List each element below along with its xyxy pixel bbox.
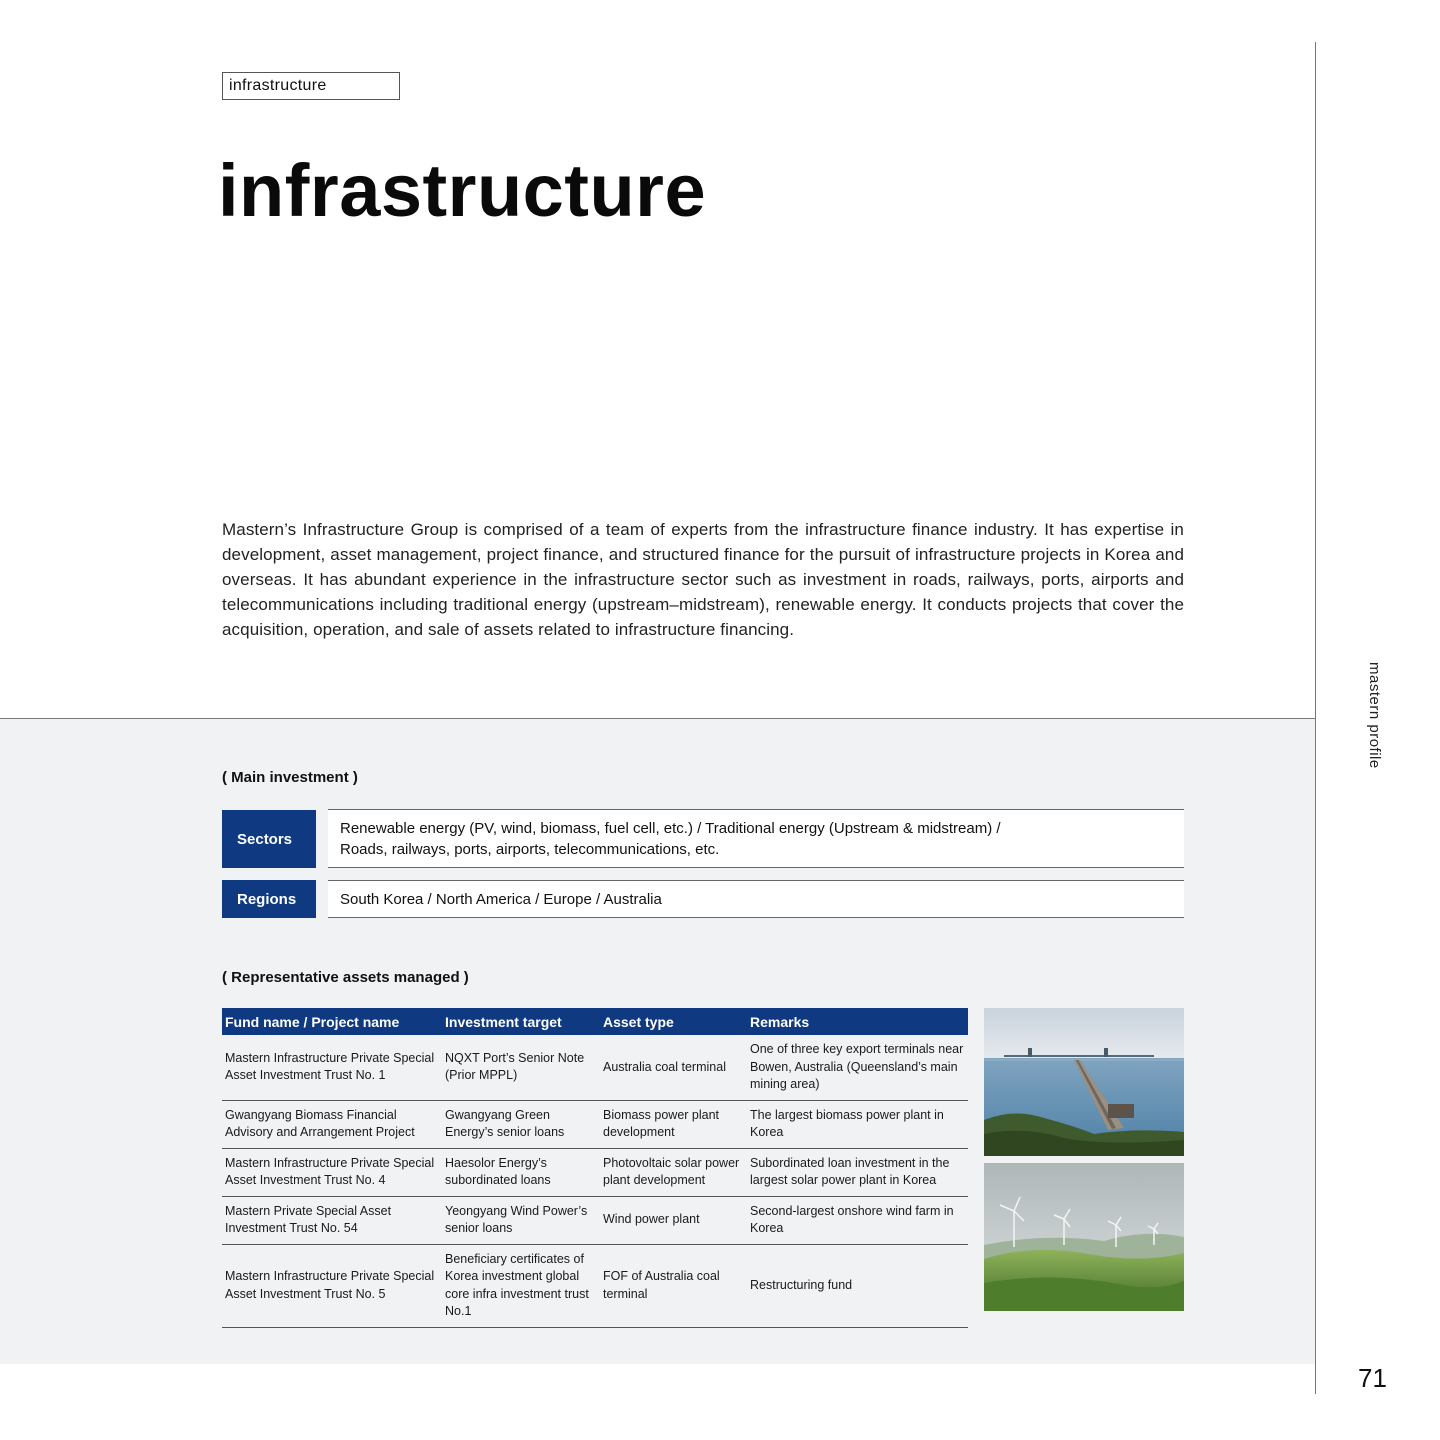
table-row bbox=[222, 1196, 968, 1244]
table-header-row bbox=[222, 1008, 968, 1035]
table-cell: Mastern Infrastructure Private Special Asset Investment Trust No. 1 bbox=[222, 1035, 442, 1100]
assets-heading: ( Representative assets managed ) bbox=[222, 969, 469, 986]
page-number: 71 bbox=[1358, 1363, 1387, 1393]
table-cell: Haesolor Energy’s subordinated loans bbox=[442, 1148, 600, 1196]
column-header: Asset type bbox=[600, 1008, 747, 1035]
column-header: Fund name / Project name bbox=[222, 1008, 442, 1035]
regions-label-text: Regions bbox=[237, 890, 297, 908]
table-row bbox=[222, 1244, 968, 1327]
table-cell: Photovoltaic solar power plant development bbox=[600, 1148, 747, 1196]
regions-value bbox=[328, 880, 1184, 918]
sectors-label-text: Sectors bbox=[237, 830, 293, 848]
table-cell: Mastern Private Special Asset Investment Trust No. 54 bbox=[222, 1196, 442, 1244]
column-header: Investment target bbox=[442, 1008, 600, 1035]
table-cell: Beneficiary certificates of Korea investment global core infra investment trust No.1 bbox=[442, 1244, 600, 1327]
wind-farm-photo bbox=[984, 1163, 1184, 1311]
table-cell: Second-largest onshore wind farm in Korea bbox=[747, 1196, 968, 1244]
port-photo bbox=[984, 1008, 1184, 1156]
table-cell: Subordinated loan investment in the largest solar power plant in Korea bbox=[747, 1148, 968, 1196]
sectors-line-1: Renewable energy (PV, wind, biomass, fuel cell, etc.) / Traditional energy (Upstream & midstream) / bbox=[340, 819, 1001, 837]
table-cell: Yeongyang Wind Power’s senior loans bbox=[442, 1196, 600, 1244]
table-cell: NQXT Port’s Senior Note (Prior MPPL) bbox=[442, 1035, 600, 1100]
margin-rule bbox=[1315, 42, 1316, 1394]
regions-label bbox=[222, 880, 316, 918]
category-tag: infrastructure bbox=[222, 72, 400, 100]
side-section-label: mastern profile bbox=[1366, 662, 1383, 769]
table-cell: Gwangyang Biomass Financial Advisory and Arrangement Project bbox=[222, 1100, 442, 1148]
table-cell: Wind power plant bbox=[600, 1196, 747, 1244]
table-cell: The largest biomass power plant in Korea bbox=[747, 1100, 968, 1148]
page-title: infrastructure bbox=[218, 149, 707, 232]
table-row bbox=[222, 1148, 968, 1196]
table-cell: Mastern Infrastructure Private Special Asset Investment Trust No. 5 bbox=[222, 1244, 442, 1327]
column-header: Remarks bbox=[747, 1008, 968, 1035]
table-cell: One of three key export terminals near Bowen, Australia (Queensland’s main mining area) bbox=[747, 1035, 968, 1100]
sectors-line-2: Roads, railways, ports, airports, telecommunications, etc. bbox=[340, 840, 720, 858]
table-cell: Restructuring fund bbox=[747, 1244, 968, 1327]
table-cell: FOF of Australia coal terminal bbox=[600, 1244, 747, 1327]
main-investment-heading: ( Main investment ) bbox=[222, 769, 358, 786]
sectors-label bbox=[222, 810, 316, 868]
regions-text: South Korea / North America / Europe / Australia bbox=[340, 890, 662, 908]
intro-paragraph: Mastern’s Infrastructure Group is comprised of a team of experts from the infrastructure finance industry. It has expertise in development, asset management, project finance, and structured finance for the pursuit of infrastructure projects in Korea and overseas. It has abundant experience in the infrastructure sector such as investment in roads, railways, ports, airports and telecommunications including traditional energy (upstream–midstream), renewable energy. It conducts projects that cover the acquisition, operation, and sale of assets related to infrastructure financing. bbox=[222, 520, 1184, 639]
table-row bbox=[222, 1035, 968, 1100]
table-row bbox=[222, 1100, 968, 1148]
table-cell: Australia coal terminal bbox=[600, 1035, 747, 1100]
table-cell: Mastern Infrastructure Private Special Asset Investment Trust No. 4 bbox=[222, 1148, 442, 1196]
table-cell: Biomass power plant development bbox=[600, 1100, 747, 1148]
table-cell: Gwangyang Green Energy’s senior loans bbox=[442, 1100, 600, 1148]
sectors-value bbox=[328, 809, 1184, 868]
assets-table bbox=[222, 1008, 968, 1328]
